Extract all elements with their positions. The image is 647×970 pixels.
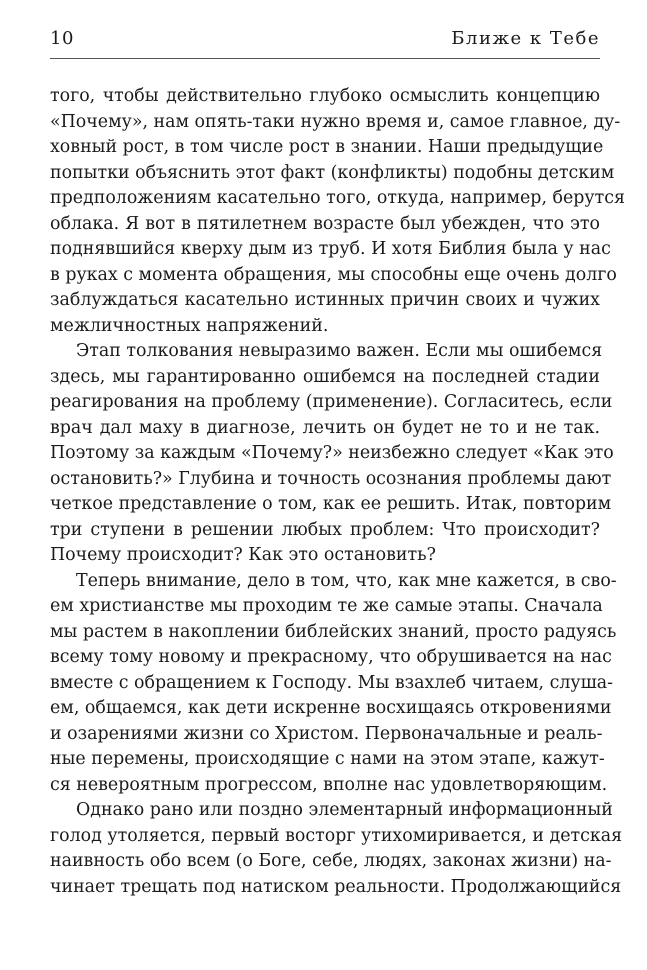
- text-line: Однако рано или поздно элементарный информационный: [76, 800, 613, 820]
- text-line: реагирования на проблему (применение). Согласитесь, если: [50, 392, 613, 412]
- text-line: врач дал маху в диагнозе, лечить он будет не то и не так.: [50, 417, 600, 438]
- text-line: голод утоляется, первый восторг утихомиривается, и детская: [50, 825, 623, 846]
- text-line: предположениям касательно того, откуда, например, берутся: [50, 188, 625, 208]
- text-line: здесь, мы гарантированно ошибемся на последней стадии: [50, 366, 600, 387]
- text-line: всему тому новому и прекрасному, что обрушивается на нас: [50, 647, 612, 667]
- text-line: ем, общаемся, как дети искренне восхищаясь откровениями: [50, 698, 612, 718]
- text-line: межличностных напряжений.: [50, 315, 329, 336]
- text-line: облака. Я вот в пятилетнем возрасте был убежден, что это: [50, 213, 600, 234]
- text-line: четкое представление о том, как ее решить. Итак, повторим: [50, 494, 612, 514]
- text-line: наивность обо всем (о Боге, себе, людях, законах жизни) на-: [50, 851, 612, 871]
- text-line: Этап толкования невыразимо важен. Если мы ошибемся: [76, 341, 603, 361]
- text-line: «Почему», нам опять-таки нужно время и, самое главное, ду-: [50, 111, 621, 132]
- page-number: 10: [50, 28, 74, 49]
- text-line: вместе с обращением к Господу. Мы взахлеб читаем, слуша-: [50, 672, 614, 693]
- text-line: того, чтобы действительно глубоко осмыслить концепцию: [50, 86, 600, 106]
- paragraph: [50, 798, 623, 900]
- paragraph: [50, 339, 614, 569]
- text-line: остановить?» Глубина и точность осознания проблемы дают: [50, 468, 612, 489]
- text-line: ховный рост, в том числе рост в знании. Наши предыдущие: [50, 137, 604, 157]
- text-line: Поэтому за каждым «Почему?» неизбежно следует «Как это: [50, 443, 614, 463]
- text-line: заблуждаться касательно истинных причин своих и чужих: [50, 290, 600, 310]
- paragraph: [50, 569, 617, 799]
- running-header: [50, 28, 600, 59]
- text-line: ные перемены, происходящие с нами на этом этапе, кажут-: [50, 749, 605, 769]
- text-line: и озарениями жизни со Христом. Первоначальные и реаль-: [50, 723, 603, 744]
- text-line: чинает трещать под натиском реальности. Продолжающийся: [50, 876, 622, 897]
- body-text: [50, 84, 625, 900]
- text-line: ся невероятным прогрессом, вполне нас удовлетворяющим.: [50, 774, 608, 795]
- text-line: попытки объяснить этот факт (конфликты) подобны детским: [50, 162, 615, 183]
- text-line: в руках с момента обращения, мы способны еще очень долго: [50, 264, 617, 285]
- text-line: Почему происходит? Как это остановить?: [50, 545, 436, 565]
- text-line: три ступени в решении любых проблем: Что происходит?: [50, 519, 600, 540]
- text-line: ем христианстве мы проходим те же самые этапы. Сначала: [50, 596, 603, 616]
- text-line: поднявшийся кверху дым из труб. И хотя Библия была у нас: [50, 239, 611, 259]
- text-line: Теперь внимание, дело в том, что, как мне кажется, в сво-: [76, 570, 617, 591]
- paragraph: [50, 84, 625, 339]
- text-line: мы растем в накоплении библейских знаний, просто радуясь: [50, 621, 617, 642]
- running-title: Ближе к Тебе: [451, 28, 600, 49]
